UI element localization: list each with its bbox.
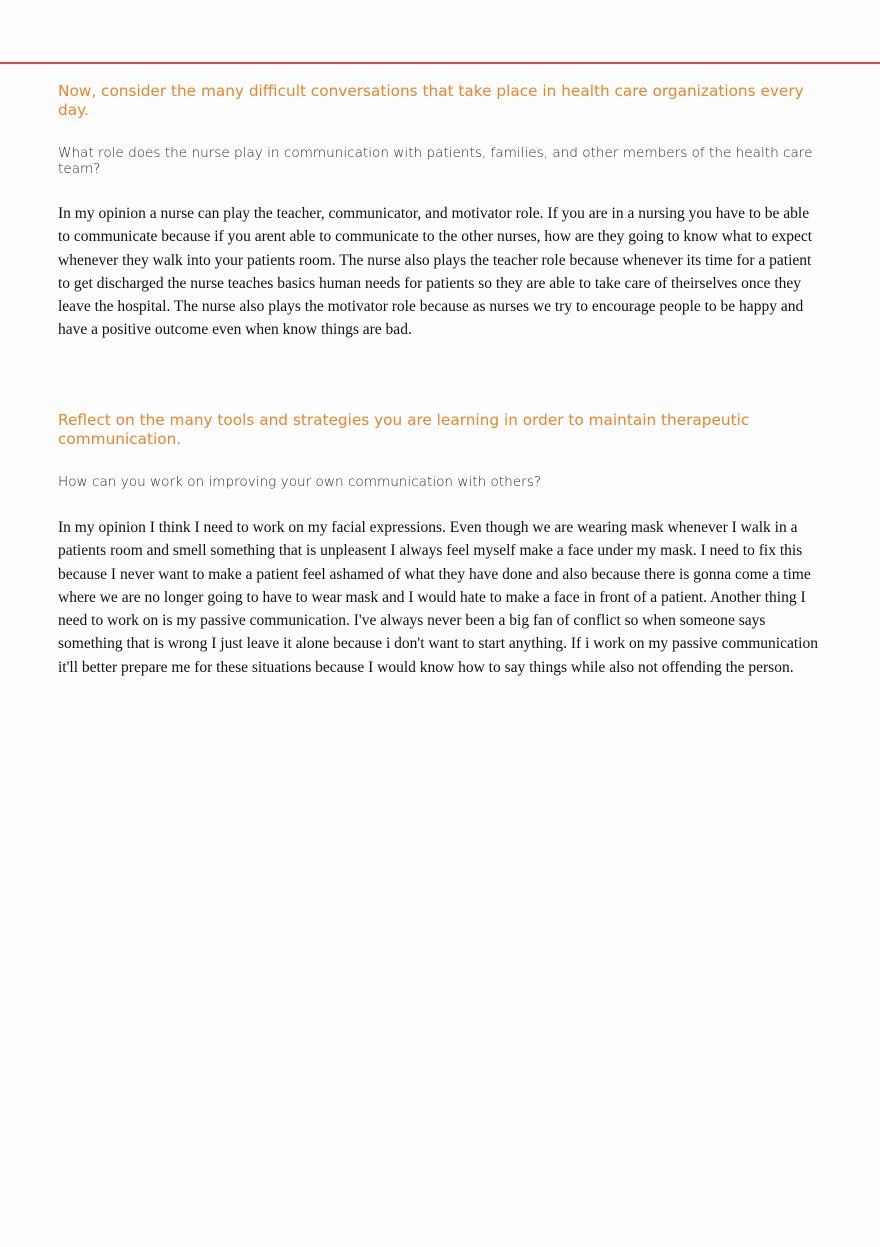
section-1-question: What role does the nurse play in communication with patients, families, and other members of the health care team? — [58, 145, 813, 177]
section-2-heading: Reflect on the many tools and strategies you are learning in order to maintain therapeutic communication. — [58, 411, 750, 448]
section-1-heading: Now, consider the many difficult conversations that take place in health care organizations every day. — [58, 82, 804, 119]
section-2-question: How can you work on improving your own communication with others? — [58, 474, 542, 490]
header-divider — [0, 62, 880, 64]
section-1-answer[interactable]: In my opinion a nurse can play the teacher, communicator, and motivator role. If you are in a nursing you have to be able to communicate because if you arent able to communicate to the other nurses, how are they going to know what to expect whenever they walk into your patients room. The nurse also plays the teacher role because whenever its time for a patient to get discharged the nurse teaches basics human needs for patients so they are able to take care of theirselves once they leave the hospital. The nurse also plays the motivator role because as nurses we try to encourage people to be happy and have a positive outcome even when know things are bad. — [58, 205, 813, 339]
section-2-answer[interactable]: In my opinion I think I need to work on my facial expressions. Even though we are wearing mask whenever I walk in a patients room and smell something that is unpleasent I always feel myself make a face under my mask. I need to fix this because I never want to make a patient feel ashamed of what they have done and also because there is gonna come a time where we are no longer going to have to wear mask and I would hate to make a face in front of a patient. Another thing I need to work on is my passive communication. I've always never been a big fan of conflict so when someone says something that is wrong I just leave it alone because i don't want to start anything. If i work on my passive communication it'll better prepare me for these situations because I would know how to say things while also not offending the person. — [58, 519, 818, 676]
